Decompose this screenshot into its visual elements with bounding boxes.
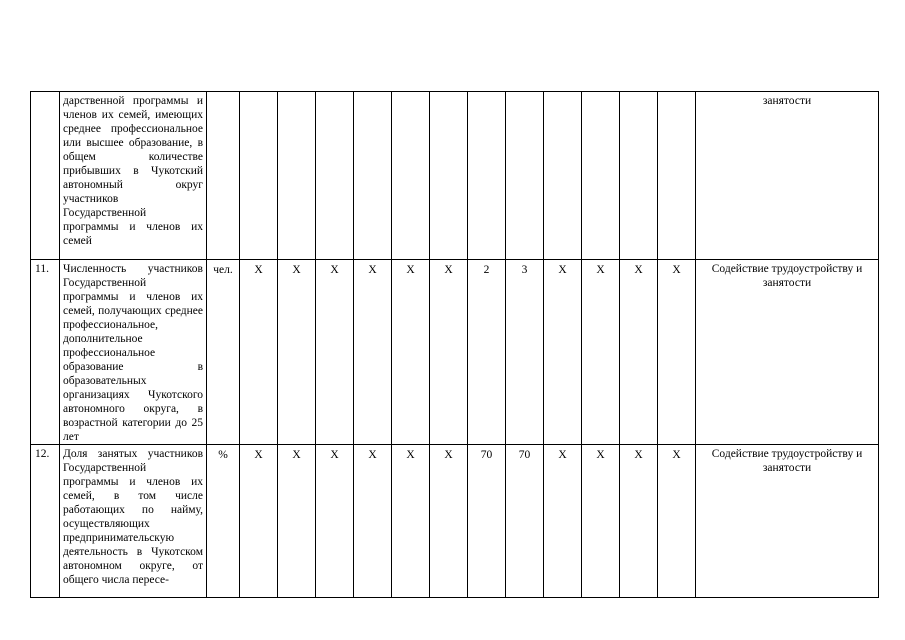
value xyxy=(430,92,467,95)
value-cell xyxy=(468,445,506,598)
value-cell xyxy=(506,92,544,260)
row-number xyxy=(31,92,59,94)
expected-result-cell xyxy=(696,445,879,598)
expected-result: Содействие трудоустройству и занятости xyxy=(711,448,863,474)
table-body xyxy=(31,92,879,598)
value-cell xyxy=(506,260,544,445)
indicator-description: Доля занятых участников Государственной программы и членов их семей, в том числе работающих по найму, осуществляющих предпринимательскую деятельность в Чукотском автономном округе, от общего числа пересе- xyxy=(63,448,203,586)
value-cell xyxy=(392,445,430,598)
value-cell xyxy=(430,92,468,260)
value xyxy=(468,92,505,95)
value: 3 xyxy=(521,264,528,276)
value-cell xyxy=(354,260,392,445)
table-row xyxy=(31,92,879,260)
value-cell xyxy=(582,260,620,445)
value xyxy=(544,92,581,95)
value: X xyxy=(368,449,377,461)
value: X xyxy=(292,449,301,461)
value-cell xyxy=(620,445,658,598)
value: X xyxy=(444,264,453,276)
value-cell xyxy=(278,445,316,598)
value: 2 xyxy=(483,264,490,276)
value-cell xyxy=(468,92,506,260)
value-cell xyxy=(544,260,582,445)
value: X xyxy=(444,449,453,461)
value: X xyxy=(254,449,263,461)
value-cell xyxy=(392,92,430,260)
value-cell xyxy=(316,445,354,598)
unit-cell xyxy=(207,260,240,445)
value: X xyxy=(634,449,643,461)
value-cell xyxy=(620,92,658,260)
indicator-description-cell xyxy=(60,92,207,260)
value: 70 xyxy=(518,449,531,461)
value-cell xyxy=(354,92,392,260)
value xyxy=(278,92,315,95)
unit: % xyxy=(218,449,228,461)
value xyxy=(582,92,619,95)
value: 70 xyxy=(480,449,493,461)
value: X xyxy=(406,264,415,276)
unit xyxy=(207,92,239,95)
value-cell xyxy=(582,445,620,598)
value-cell xyxy=(658,92,696,260)
indicator-description: Численность участников Государственной программы и членов их семей, получающих среднее профессиональное, дополнительное профессиональное образование в образовательных организациях Чукотского автономного округа, в возрастной категории до 25 лет xyxy=(63,263,203,443)
unit-cell xyxy=(207,92,240,260)
table-row xyxy=(31,445,879,598)
expected-result: Содействие трудоустройству и занятости xyxy=(711,263,863,289)
value-cell xyxy=(354,445,392,598)
value-cell xyxy=(278,92,316,260)
value-cell xyxy=(506,445,544,598)
value: X xyxy=(254,264,263,276)
row-number-cell xyxy=(31,92,60,260)
table-row xyxy=(31,260,879,445)
value: X xyxy=(406,449,415,461)
value-cell xyxy=(620,260,658,445)
value: X xyxy=(672,449,681,461)
value-cell xyxy=(468,260,506,445)
value-cell xyxy=(658,445,696,598)
expected-result-cell xyxy=(696,92,879,260)
value xyxy=(506,92,543,95)
value: X xyxy=(330,449,339,461)
value: X xyxy=(558,449,567,461)
value: X xyxy=(558,264,567,276)
value-cell xyxy=(316,260,354,445)
value xyxy=(240,92,277,95)
value-cell xyxy=(316,92,354,260)
indicator-description: дарственной программы и членов их семей, имеющих среднее профессиональное или высшее образование, в общем количестве прибывших в Чукотский автономный округ участников Государственной программы и членов их семей xyxy=(63,95,203,247)
row-number: 11. xyxy=(35,263,49,275)
value xyxy=(620,92,657,95)
value-cell xyxy=(392,260,430,445)
value xyxy=(392,92,429,95)
expected-result: занятости xyxy=(762,95,812,107)
value-cell xyxy=(544,92,582,260)
value-cell xyxy=(582,92,620,260)
value xyxy=(316,92,353,95)
row-number-cell xyxy=(31,260,60,445)
value-cell xyxy=(430,260,468,445)
unit-cell xyxy=(207,445,240,598)
row-number-cell xyxy=(31,445,60,598)
value: X xyxy=(634,264,643,276)
value: X xyxy=(596,449,605,461)
value: X xyxy=(292,264,301,276)
indicator-description-cell xyxy=(60,445,207,598)
value-cell xyxy=(430,445,468,598)
unit: чел. xyxy=(213,264,233,276)
value-cell xyxy=(240,260,278,445)
value xyxy=(354,92,391,95)
value: X xyxy=(596,264,605,276)
value: X xyxy=(368,264,377,276)
expected-result-cell xyxy=(696,260,879,445)
indicator-description-cell xyxy=(60,260,207,445)
value xyxy=(658,92,695,95)
value: X xyxy=(672,264,681,276)
value-cell xyxy=(544,445,582,598)
row-number: 12. xyxy=(35,448,50,460)
value-cell xyxy=(240,92,278,260)
value: X xyxy=(330,264,339,276)
value-cell xyxy=(658,260,696,445)
value-cell xyxy=(278,260,316,445)
indicators-table xyxy=(30,91,879,598)
value-cell xyxy=(240,445,278,598)
